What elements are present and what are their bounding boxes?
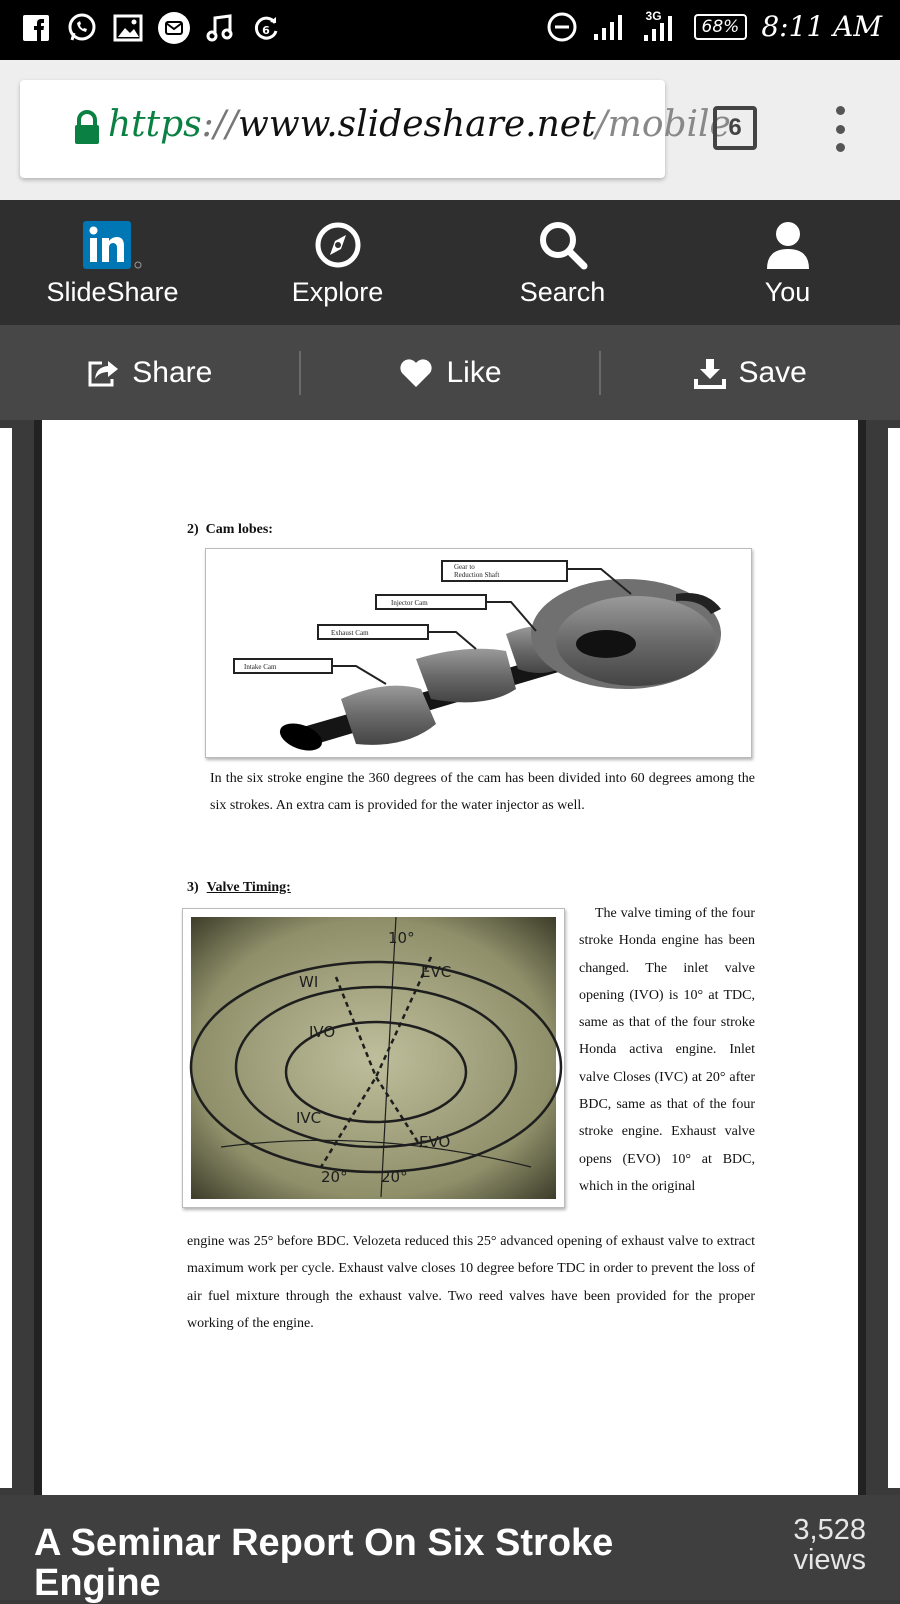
gallery-icon <box>112 12 144 44</box>
share-label: Share <box>132 355 213 389</box>
diagram-label-evc: EVC <box>421 963 452 981</box>
views-label: views <box>793 1544 866 1576</box>
views-number: 3,528 <box>793 1514 866 1546</box>
cam-lobes-figure <box>205 548 752 758</box>
whatsapp-icon <box>66 12 98 44</box>
view-count <box>793 1515 866 1575</box>
battery-indicator: 68% <box>694 14 748 40</box>
document-title[interactable]: A Seminar Report On Six Stroke Engine <box>34 1522 614 1604</box>
cam-label-intake: Intake Cam <box>244 663 277 671</box>
slide-page <box>34 420 866 1495</box>
tab-switcher-button[interactable]: 6 <box>713 106 757 150</box>
cam-label-exhaust: Exhaust Cam <box>331 629 369 637</box>
diagram-label-bdc-right: 20° <box>381 1168 408 1186</box>
diagram-label-tdc: 10° <box>388 929 415 947</box>
facebook-icon <box>20 12 52 44</box>
cam-paragraph: In the six stroke engine the 360 degrees of the cam has been divided into 60 degrees among the six strokes. An extra cam is provided for the water injector as well. <box>210 771 755 813</box>
valve-paragraph-full: engine was 25° before BDC. Velozeta reduced this 25° advanced opening of exhaust valve to extract maximum work per cycle. Exhaust valve closes 10 degree before TDC in order to prevent the loss of air fuel mixture through the exhaust valve. Two reed valves have been provided for the proper working of the engine. <box>187 1234 755 1331</box>
share-icon <box>86 357 120 389</box>
save-label: Save <box>738 355 807 389</box>
valve-timing-diagram <box>182 908 565 1208</box>
nav-label: You <box>764 277 811 307</box>
exhaust-cam <box>416 649 516 703</box>
valve-timing-heading <box>187 880 291 896</box>
share-button[interactable] <box>0 325 299 420</box>
slideshare-nav <box>0 200 900 325</box>
heart-icon <box>398 357 434 389</box>
valve-paragraph-side: The valve timing of the four stroke Honda engine has been changed. The inlet valve opening (IVO) is 10° at TDC, same as that of the four stroke Honda activa engine. Inlet valve Closes (IVC) at 20° after BDC, same as that of the four stroke engine. Exhaust valve opens (EVO) 10° at BDC, which in the original <box>579 906 755 1194</box>
lock-icon <box>72 110 102 146</box>
url-scheme: https <box>108 104 202 145</box>
nav-search[interactable] <box>450 200 675 325</box>
next-slide-edge[interactable] <box>888 428 900 1488</box>
heading-text: Cam lobes: <box>205 522 273 537</box>
diagram-label-ivo: IVO <box>309 1023 336 1041</box>
nav-label: Search <box>519 277 606 307</box>
search-icon <box>537 219 589 271</box>
signal-icon <box>592 12 626 42</box>
url-text[interactable] <box>108 104 731 145</box>
url-path: /mobile <box>595 104 731 145</box>
action-bar <box>0 325 900 420</box>
cam-label-gear-line1: Gear to <box>454 563 475 571</box>
heading-number: 2) <box>187 522 199 537</box>
like-button[interactable] <box>301 325 600 420</box>
svg-text:6: 6 <box>262 24 270 37</box>
sync-icon <box>250 12 282 44</box>
nav-explore[interactable] <box>225 200 450 325</box>
heading-number: 3) <box>187 880 199 895</box>
diagram-label-wi: WI <box>299 973 319 991</box>
cam-label-injector: Injector Cam <box>391 599 428 607</box>
address-bar[interactable] <box>20 80 731 178</box>
compass-icon <box>314 221 362 269</box>
save-button[interactable] <box>601 325 900 420</box>
nav-you[interactable] <box>675 200 900 325</box>
heading-text: Valve Timing: <box>206 880 291 895</box>
previous-slide-edge[interactable] <box>0 428 12 1488</box>
linkedin-icon <box>81 219 145 271</box>
network-type-icon: 3G <box>640 11 680 43</box>
nav-label: Explore <box>291 277 384 307</box>
clock: 8:11 AM <box>761 10 882 43</box>
music-icon <box>204 12 236 44</box>
nav-label: SlideShare <box>46 277 179 307</box>
diagram-label-bdc-left: 20° <box>321 1168 348 1186</box>
url-domain: www.slideshare.net <box>238 104 596 145</box>
do-not-disturb-icon <box>546 11 578 43</box>
mail-icon <box>158 12 190 44</box>
like-label: Like <box>446 355 502 389</box>
browser-toolbar <box>0 60 900 200</box>
intake-cam <box>341 686 436 745</box>
slide-viewer[interactable] <box>0 420 900 1495</box>
user-icon <box>764 219 812 271</box>
cam-lobes-heading <box>187 522 273 538</box>
overflow-menu-button[interactable] <box>830 106 850 152</box>
nav-slideshare[interactable] <box>0 200 225 325</box>
cam-label-gear-line2: Reduction Shaft <box>454 571 500 579</box>
status-bar <box>0 0 900 60</box>
document-info-bar <box>0 1495 900 1604</box>
diagram-label-evo: EVO <box>419 1133 451 1151</box>
diagram-label-ivc: IVC <box>296 1109 322 1127</box>
url-separator: :// <box>201 104 239 145</box>
download-icon <box>694 357 726 389</box>
